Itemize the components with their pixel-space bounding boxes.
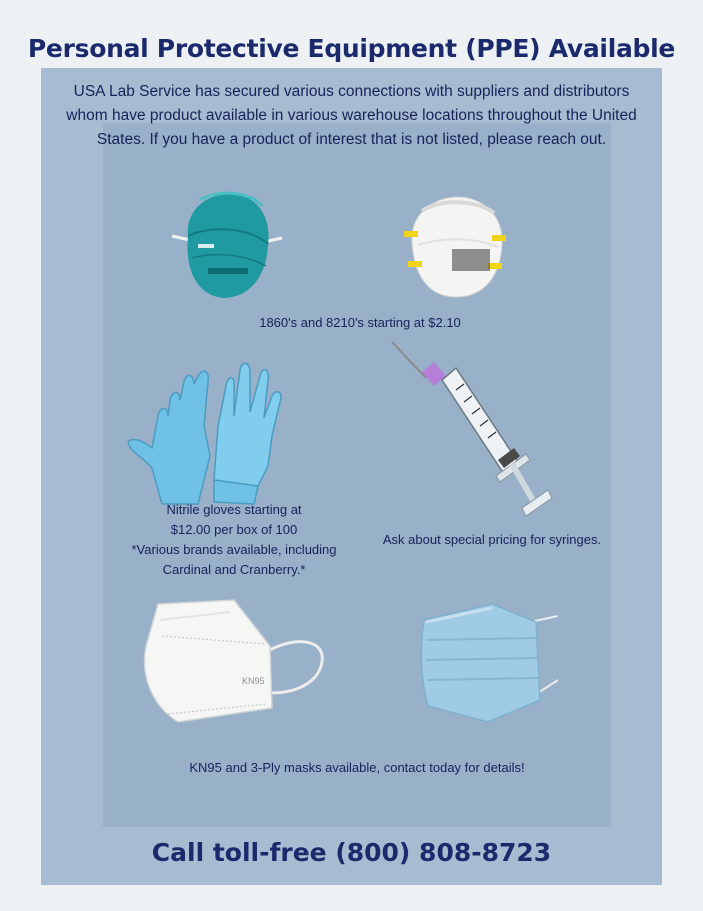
syringe-caption: Ask about special pricing for syringes. <box>382 532 602 547</box>
respirators-caption: 1860's and 8210's starting at $2.10 <box>259 315 461 330</box>
nitrile-gloves-image <box>122 356 294 506</box>
gloves-caption-line: Cardinal and Cranberry.* <box>162 562 306 577</box>
teal-respirator-image <box>168 186 286 304</box>
syringe-image <box>384 336 560 526</box>
gloves-caption <box>104 500 364 580</box>
surgical-mask-image <box>418 600 558 724</box>
white-respirator-image <box>398 191 514 303</box>
phone-cta[interactable]: Call toll-free (800) 808-8723 <box>151 838 552 867</box>
kn95-print-text: KN95 <box>242 676 265 686</box>
page-title: Personal Protective Equipment (PPE) Available <box>27 34 676 63</box>
gloves-caption-line: $12.00 per box of 100 <box>170 522 298 537</box>
gloves-caption-line: Nitrile gloves starting at <box>166 502 302 517</box>
gloves-caption-line: *Various brands available, including <box>131 542 337 557</box>
masks-caption: KN95 and 3-Ply masks available, contact today for details! <box>189 760 525 775</box>
intro-text: USA Lab Service has secured various connections with suppliers and distributors whom have product available in various warehouse locations throughout the United States. If you have a product of interest that is not listed, please reach out. <box>66 83 637 148</box>
kn95-mask-image <box>138 596 330 726</box>
